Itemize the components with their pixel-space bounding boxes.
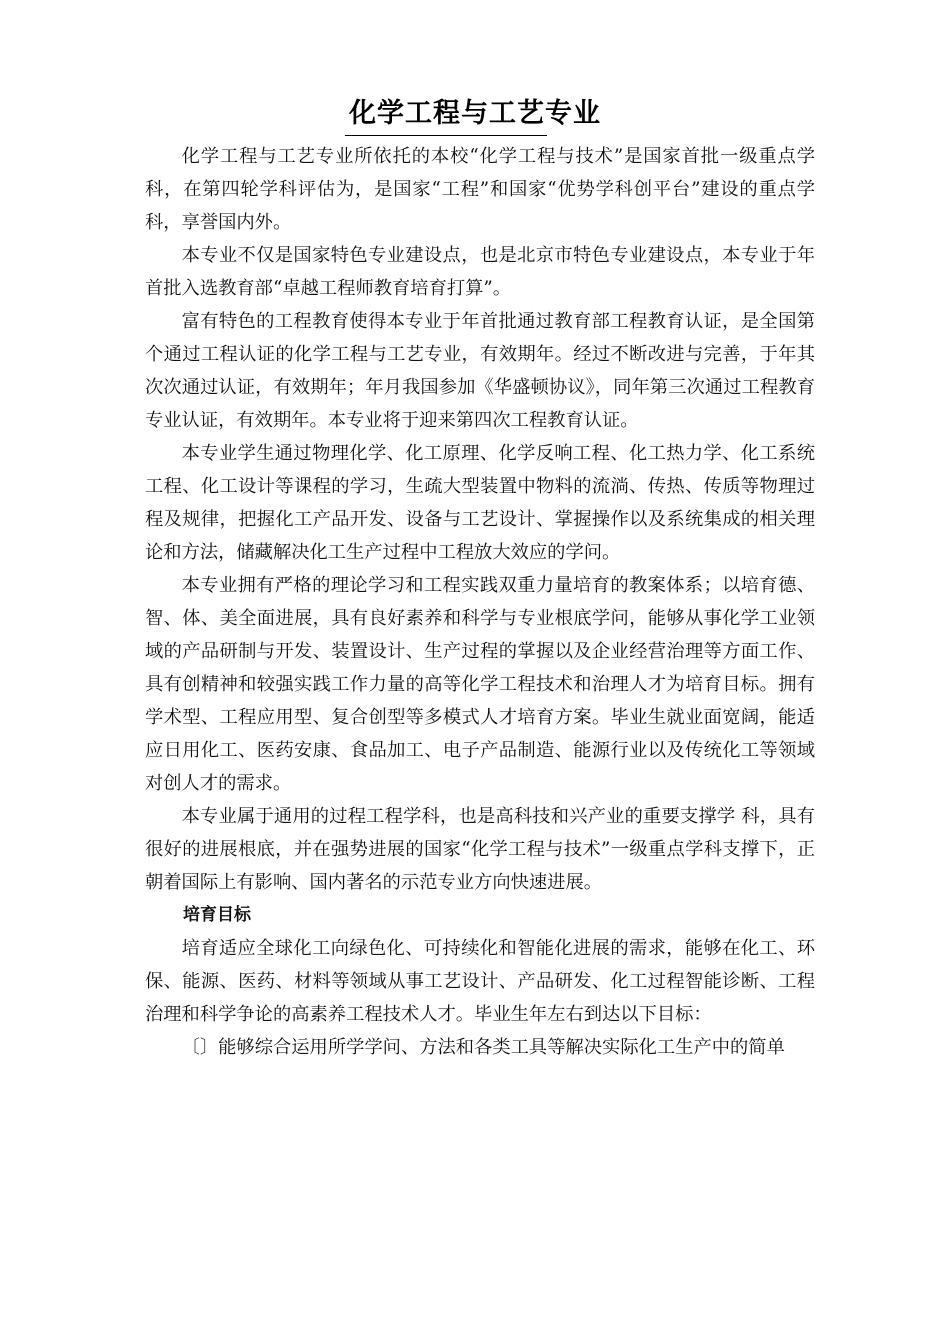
paragraph-accreditation: 富有特色的工程教育使得本专业于年首批通过教育部工程教育认证，是全国第个通过工程认证的化学工程与工艺专业，有效期年。经过不断改进与完善，于年其次次通过认证，有效期年；年月我国参加《华盛顿协议》，同年第三次通过工程教育专业认证，有效期年。本专业将于迎来第四次工程教育认证。 [145, 311, 815, 431]
paragraph-discipline: 本专业属于通用的过程工程学科，也是高科技和兴产业的重要支撑学 科，具有很好的进展根底，并在强势进展的国家“化学工程与技术”一级重点学科支撑下，正朝着国际上有影响、国内著名的示范专业方向快速进展。 [145, 806, 815, 893]
paragraph-training-goals: 培育适应全球化工向绿色化、可持续化和智能化进展的需求，能够在化工、环保、能源、医药、材料等领域从事工艺设计、产品研发、化工过程智能诊断、工程治理和科学争论的高素养工程技术人才。毕业生年左右到达以下目标： [145, 938, 815, 1025]
paragraph-national-feature: 本专业不仅是国家特色专业建设点，也是北京市特色专业建设点，本专业于年首批入选教育部“卓越工程师教育培育打算”。 [145, 245, 815, 299]
section-heading-training-goals: 培育目标 [183, 905, 251, 925]
paragraph-curriculum: 本专业学生通过物理化学、化工原理、化学反响工程、化工热力学、化工系统工程、化工设计等课程的学习，生疏大型装置中物料的流淌、传热、传质等物理过程及规律，把握化工产品开发、设备与工艺设计、掌握操作以及系统集成的相关理论和方法，储藏解决化工生产过程中工程放大效应的学问。 [145, 443, 815, 563]
paragraph-goal-item: 〔〕能够综合运用所学学问、方法和各类工具等解决实际化工生产中的简单 [181, 1037, 785, 1058]
document-body [145, 140, 815, 1064]
paragraph-training-system: 本专业拥有严格的理论学习和工程实践双重力量培育的教案体系；以培育德、智、体、美全面进展，具有良好素养和科学与专业根底学问，能够从事化学工业领域的产品研制与开发、装置设计、生产过程的掌握以及企业经营治理等方面工作、具有创精神和较强实践工作力量的高等化学工程技术和治理人才为培育目标。拥有学术型、工程应用型、复合创型等多模式人才培育方案。毕业生就业面宽阔，能适应日用化工、医药安康、食品加工、电子产品制造、能源行业以及传统化工等领域对创人才的需求。 [145, 575, 815, 794]
document-title: 化学工程与工艺专业 [349, 98, 601, 129]
title-underline [345, 135, 547, 136]
paragraph-intro: 化学工程与工艺专业所依托的本校“化学工程与技术”是国家首批一级重点学科，在第四轮学科评估为，是国家“工程”和国家“优势学科创平台”建设的重点学科，享誉国内外。 [145, 146, 815, 233]
